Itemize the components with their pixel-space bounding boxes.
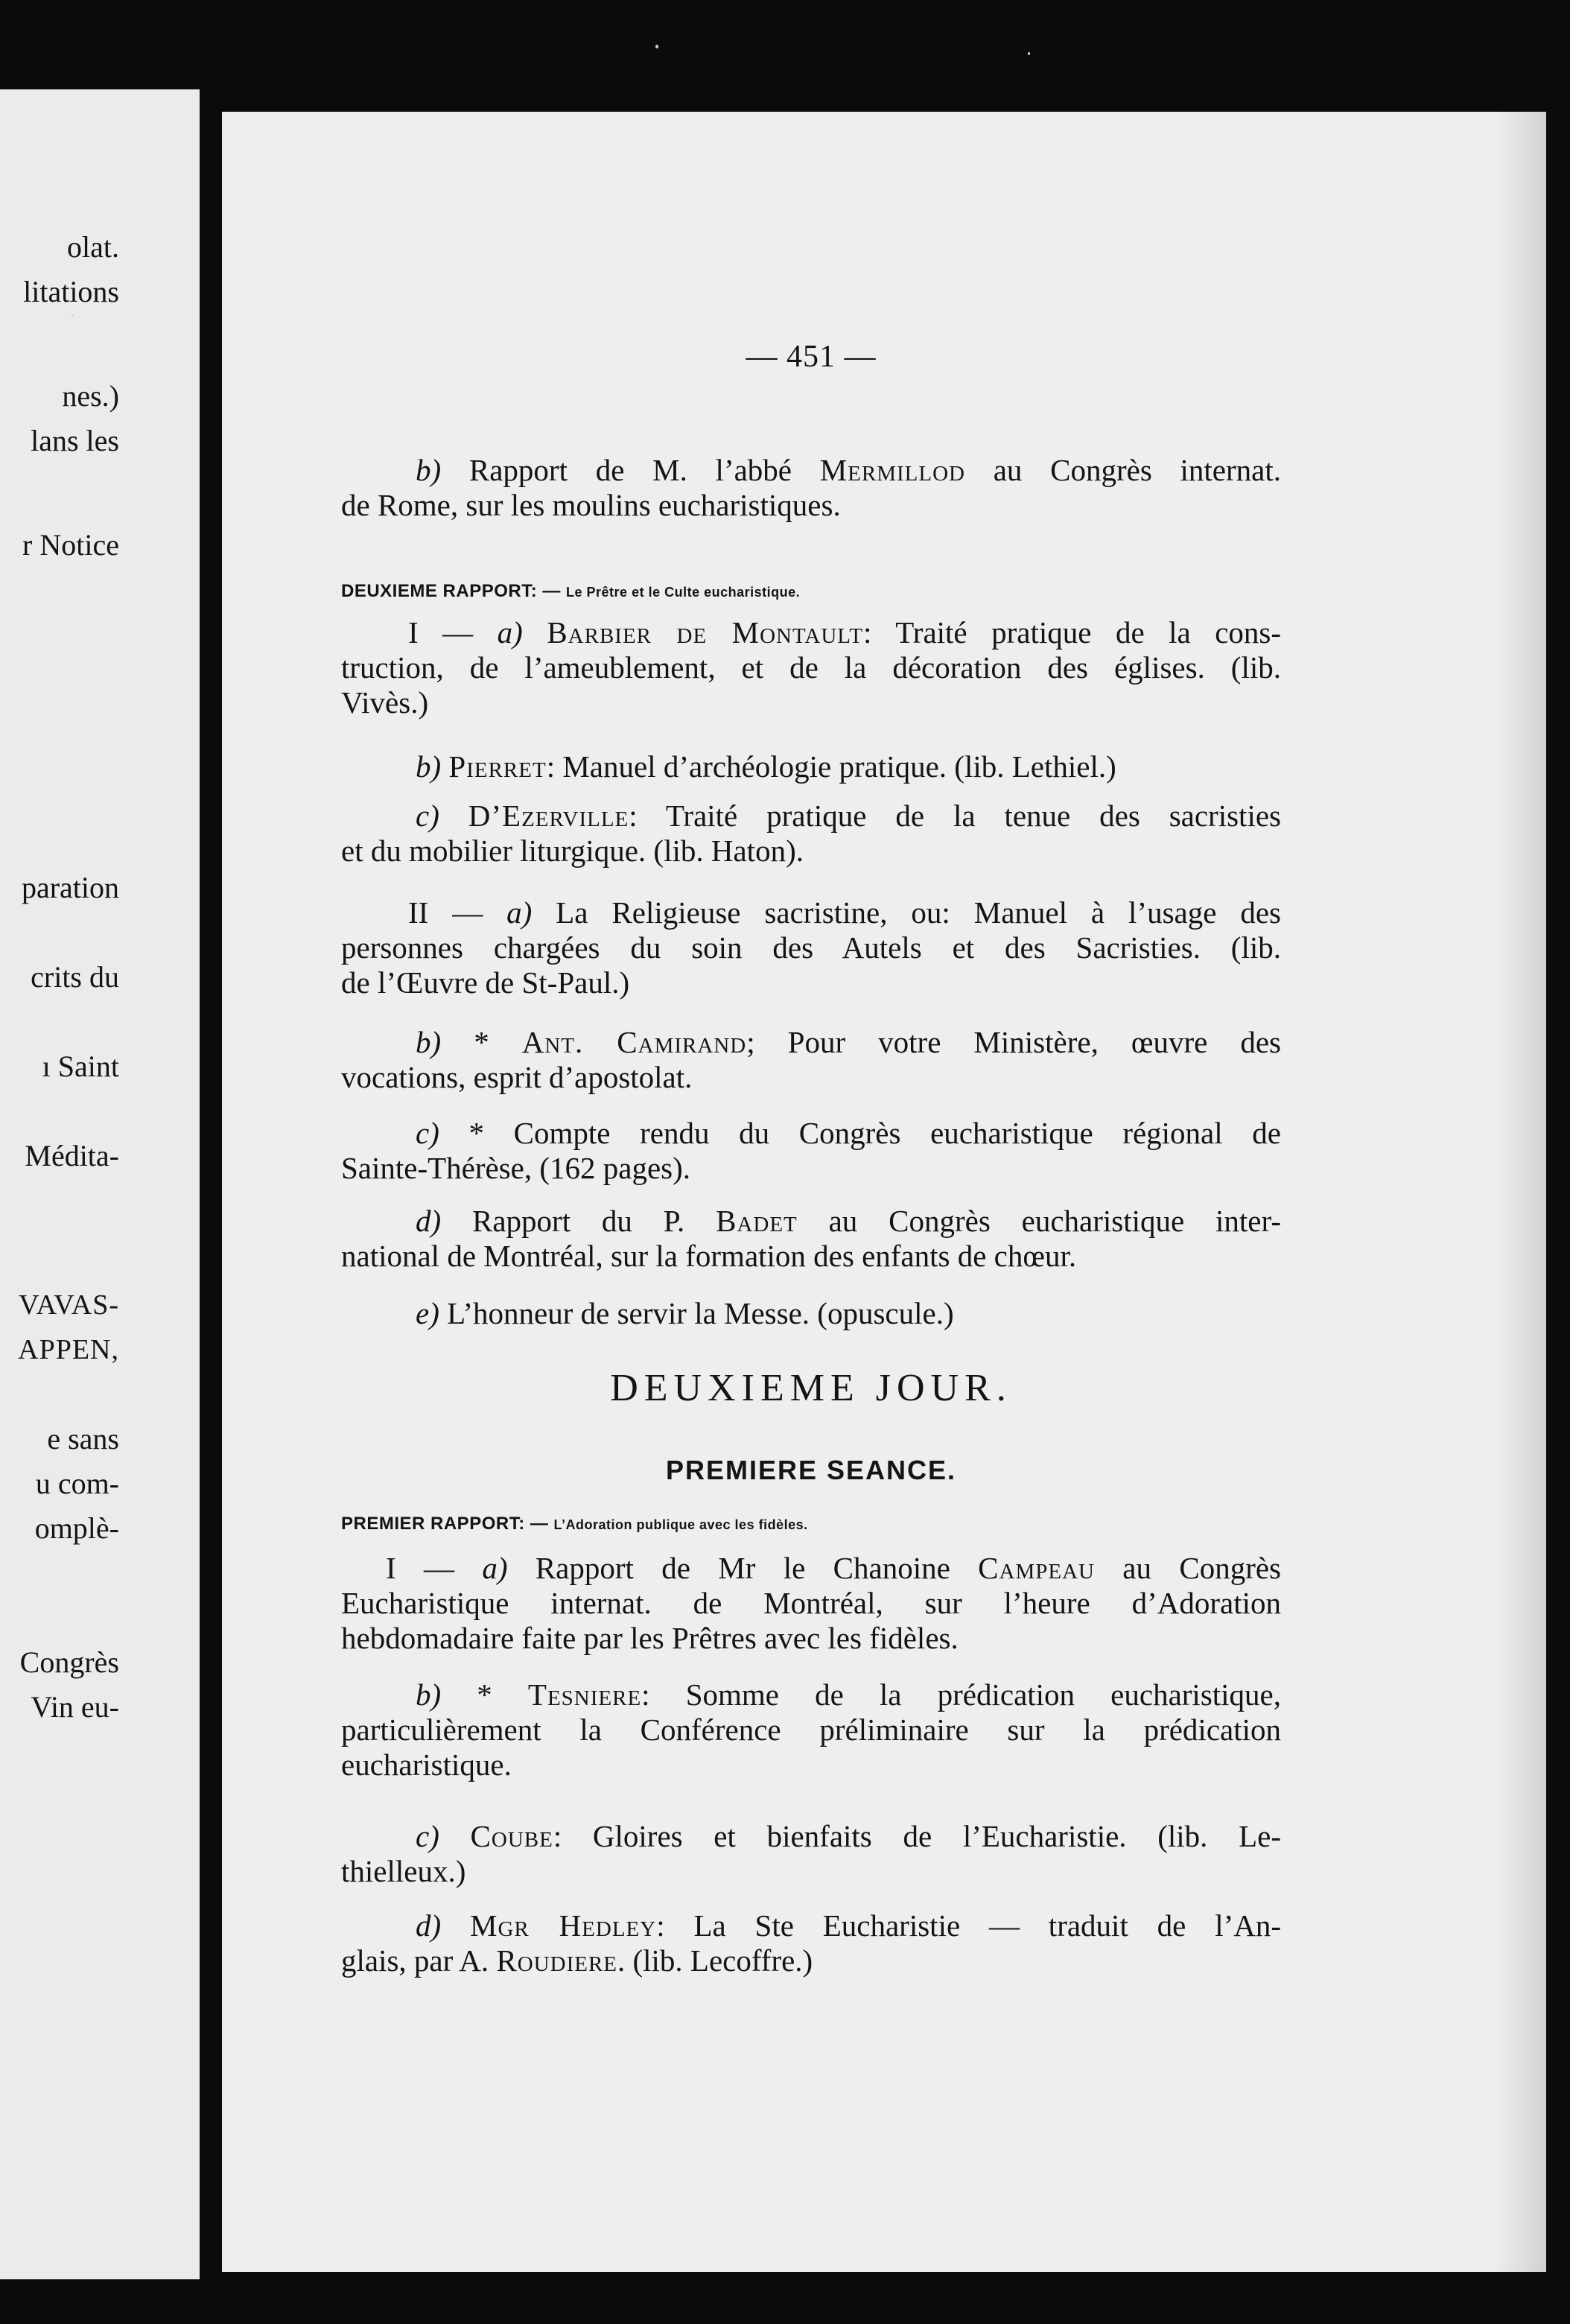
left-page-line: crits du <box>31 960 119 994</box>
left-page-line: Médita- <box>25 1139 119 1172</box>
deuxieme-jour-title: DEUXIEME JOUR. <box>610 1367 1012 1409</box>
left-page-line: APPEN, <box>18 1334 119 1365</box>
premier-rapport-heading: PREMIER RAPPORT: — L’Adoration publique avec les fidèles. <box>341 1514 808 1534</box>
page-edge-shadow <box>1494 112 1546 2272</box>
left-page-line: lans les <box>31 424 119 457</box>
left-page-line: omplè- <box>34 1511 119 1545</box>
left-page <box>0 89 200 2279</box>
entry-mermillod: b) Rapport de M. l’abbé Mermillod au Congrès internat. de Rome, sur les moulins eucharistiques. <box>341 453 1281 522</box>
left-page-line: u com- <box>35 1467 119 1500</box>
left-page-line: ı Saint <box>42 1050 119 1083</box>
left-page-line: VAVAS- <box>19 1289 119 1321</box>
entry-barbier-de-montault: I — a) Barbier de Montault: Traité pratique de la cons- truction, de l’ameublement, et de la décoration des églises. (lib. Vivès.) <box>341 615 1282 720</box>
author-name: Coube <box>470 1819 553 1853</box>
author-name: Campeau <box>978 1551 1095 1585</box>
entry-tesniere: b) * Tesniere: Somme de la prédication eucharistique, particulièrement la Conférence préliminaire sur la prédication eucharistique. <box>341 1677 1281 1782</box>
author-name: Mermillod <box>819 453 965 487</box>
left-page-line: Congrès <box>19 1645 119 1679</box>
right-page <box>222 112 1546 2272</box>
entry-honneur-messe: e) L’honneur de servir la Messe. (opuscule.) <box>416 1296 954 1330</box>
left-page-line: litations <box>23 275 119 308</box>
author-name: Tesniere <box>527 1677 642 1712</box>
author-name: Ant. Camirand <box>521 1025 747 1059</box>
author-name: Barbier de Montault <box>547 615 864 650</box>
book-gutter <box>200 89 222 2279</box>
entry-hedley: d) Mgr Hedley: La Ste Eucharistie — traduit de l’An- glais, par A. Roudiere. (lib. Lecoffre.) <box>341 1908 1282 1978</box>
left-page-line: r Notice <box>22 528 119 562</box>
premiere-seance-title: PREMIERE SEANCE. <box>665 1455 957 1485</box>
entry-religieuse-sacristine: II — a) La Religieuse sacristine, ou: Manuel à l’usage des personnes chargées du soin des Autels et des Sacristies. (lib. de l’Œuvre de St-Paul.) <box>341 895 1282 1000</box>
left-page-line: nes.) <box>62 379 119 413</box>
left-page-line: Vin eu- <box>31 1690 119 1724</box>
left-page-line: e sans <box>47 1422 119 1455</box>
left-page-line: olat. <box>67 230 119 264</box>
deuxieme-rapport-heading: DEUXIEME RAPPORT: — Le Prêtre et le Culte eucharistique. <box>341 581 801 601</box>
entry-coube: c) Coube: Gloires et bienfaits de l’Eucharistie. (lib. Le- thielleux.) <box>341 1819 1281 1888</box>
author-name: Pierret <box>448 749 547 784</box>
dust-speck <box>655 45 658 48</box>
author-name: Roudiere <box>496 1943 617 1978</box>
author-name: Mgr Hedley <box>470 1908 657 1943</box>
entry-badet: d) Rapport du P. Badet au Congrès eucharistique inter- national de Montréal, sur la formation des enfants de chœur. <box>341 1204 1281 1273</box>
entry-campeau: I — a) Rapport de Mr le Chanoine Campeau au Congrès Eucharistique internat. de Montréal, sur l’heure d’Adoration hebdomadaire faite par les Prêtres avec les fidèles. <box>341 1551 1281 1655</box>
entry-congres-sainte-therese: c) * Compte rendu du Congrès eucharistique régional de Sainte-Thérèse, (162 pages). <box>341 1116 1281 1185</box>
entry-pierret: b) Pierret: Manuel d’archéologie pratique. (lib. Lethiel.) <box>416 749 1116 784</box>
author-name: D’Ezerville <box>468 799 629 833</box>
dust-speck <box>71 314 74 317</box>
page-number: — 451 — <box>746 340 877 374</box>
left-page-line: paration <box>21 871 119 904</box>
author-name: Badet <box>716 1204 798 1238</box>
entry-d-ezerville: c) D’Ezerville: Traité pratique de la tenue des sacristies et du mobilier liturgique. (lib. Haton). <box>341 799 1281 868</box>
entry-camirand: b) * Ant. Camirand; Pour votre Ministère, œuvre des vocations, esprit d’apostolat. <box>341 1025 1282 1094</box>
dust-speck <box>1028 52 1030 55</box>
